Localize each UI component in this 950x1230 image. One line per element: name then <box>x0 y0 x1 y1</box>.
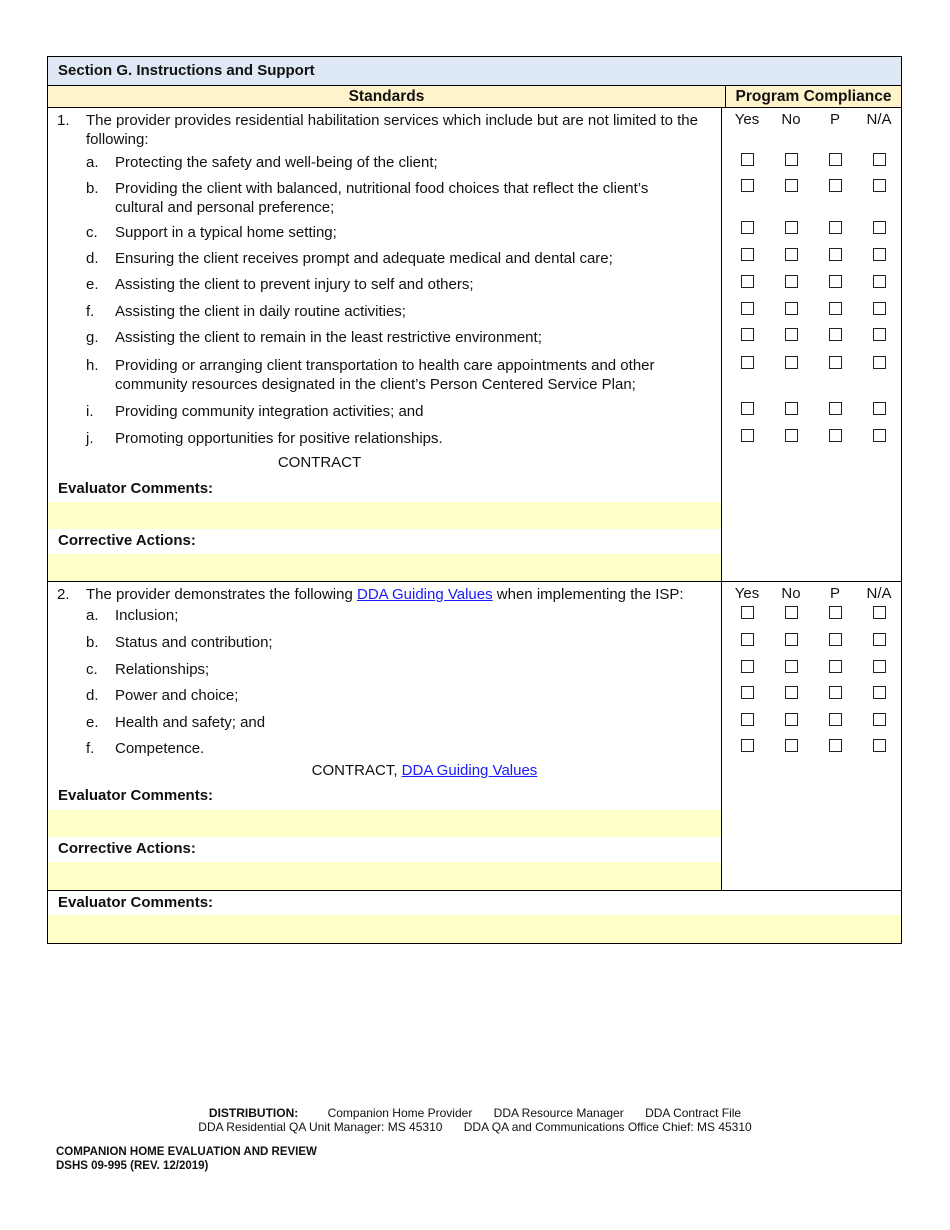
no-checkbox[interactable] <box>785 153 798 166</box>
item-number: 1. <box>57 112 70 129</box>
corrective-actions-field[interactable] <box>48 554 721 581</box>
yes-checkbox[interactable] <box>741 660 754 673</box>
item-text: The provider provides residential habilitation services which include but are not limited to the following: <box>86 112 698 148</box>
list-item: g. Assisting the client to remain in the least restrictive environment; <box>86 329 542 346</box>
partial-checkbox[interactable] <box>829 328 842 341</box>
partial-checkbox[interactable] <box>829 275 842 288</box>
no-checkbox[interactable] <box>785 248 798 261</box>
partial-checkbox[interactable] <box>829 660 842 673</box>
na-checkbox[interactable] <box>873 429 886 442</box>
yes-checkbox[interactable] <box>741 606 754 619</box>
corrective-actions-label: Corrective Actions: <box>58 840 196 857</box>
partial-checkbox[interactable] <box>829 302 842 315</box>
partial-checkbox[interactable] <box>829 179 842 192</box>
column-header-row <box>48 86 901 108</box>
no-checkbox[interactable] <box>785 402 798 415</box>
list-item: a. Protecting the safety and well-being of the client; <box>86 154 438 171</box>
yes-checkbox[interactable] <box>741 248 754 261</box>
na-checkbox[interactable] <box>873 739 886 752</box>
na-checkbox[interactable] <box>873 302 886 315</box>
standard-item-1 <box>48 108 901 582</box>
list-item: j. Promoting opportunities for positive relationships. <box>86 430 443 447</box>
overall-comments <box>48 891 901 943</box>
yes-header: Yes <box>734 111 760 128</box>
partial-checkbox[interactable] <box>829 429 842 442</box>
partial-checkbox[interactable] <box>829 153 842 166</box>
na-header: N/A <box>866 585 892 602</box>
partial-checkbox[interactable] <box>829 402 842 415</box>
no-checkbox[interactable] <box>785 713 798 726</box>
na-checkbox[interactable] <box>873 153 886 166</box>
no-header: No <box>781 585 801 602</box>
compliance-column <box>722 108 901 581</box>
evaluator-comments-label: Evaluator Comments: <box>58 480 214 497</box>
yes-checkbox[interactable] <box>741 153 754 166</box>
yes-header: Yes <box>734 585 760 602</box>
contract-reference: CONTRACT <box>277 454 362 471</box>
evaluator-comments-field[interactable] <box>48 915 901 943</box>
list-item: c. Support in a typical home setting; <box>86 224 337 241</box>
no-checkbox[interactable] <box>785 429 798 442</box>
distribution-footer <box>0 1106 950 1134</box>
yes-checkbox[interactable] <box>741 739 754 752</box>
dda-guiding-values-link[interactable]: DDA Guiding Values <box>356 586 493 603</box>
section-title: Section G. Instructions and Support <box>48 57 901 86</box>
recipient: DDA Residential QA Unit Manager: MS 45310 <box>198 1120 443 1134</box>
yes-checkbox[interactable] <box>741 302 754 315</box>
yes-checkbox[interactable] <box>741 429 754 442</box>
na-checkbox[interactable] <box>873 328 886 341</box>
na-checkbox[interactable] <box>873 179 886 192</box>
na-header: N/A <box>866 111 892 128</box>
recipient: Companion Home Provider <box>327 1106 473 1120</box>
list-item: f. Competence. <box>86 740 205 757</box>
list-item: a. Inclusion; <box>86 607 179 624</box>
yes-checkbox[interactable] <box>741 275 754 288</box>
list-item: c. Relationships; <box>86 661 210 678</box>
no-checkbox[interactable] <box>785 221 798 234</box>
compliance-column <box>722 582 901 890</box>
item-number: 2. <box>57 586 70 603</box>
partial-checkbox[interactable] <box>829 606 842 619</box>
no-checkbox[interactable] <box>785 179 798 192</box>
evaluator-comments-label: Evaluator Comments: <box>58 787 214 804</box>
partial-header: P <box>829 111 840 128</box>
recipient: DDA Resource Manager <box>493 1106 624 1120</box>
form-number: DSHS 09-995 (REV. 12/2019) <box>56 1160 209 1172</box>
na-checkbox[interactable] <box>873 686 886 699</box>
standards-header: Standards <box>48 86 726 107</box>
recipient: DDA Contract File <box>645 1106 742 1120</box>
partial-header: P <box>829 585 840 602</box>
partial-checkbox[interactable] <box>829 713 842 726</box>
form-identifier <box>56 1145 317 1173</box>
partial-checkbox[interactable] <box>829 633 842 646</box>
yes-checkbox[interactable] <box>741 402 754 415</box>
evaluator-comments-field[interactable] <box>48 810 721 837</box>
yes-checkbox[interactable] <box>741 713 754 726</box>
no-checkbox[interactable] <box>785 633 798 646</box>
list-item: e. Assisting the client to prevent injury to self and others; <box>86 276 474 293</box>
no-checkbox[interactable] <box>785 686 798 699</box>
distribution-label: DISTRIBUTION: <box>208 1106 299 1120</box>
yes-checkbox[interactable] <box>741 633 754 646</box>
na-checkbox[interactable] <box>873 606 886 619</box>
compliance-header: Program Compliance <box>735 88 892 105</box>
no-checkbox[interactable] <box>785 356 798 369</box>
no-checkbox[interactable] <box>785 328 798 341</box>
partial-checkbox[interactable] <box>829 356 842 369</box>
no-header: No <box>781 111 801 128</box>
no-checkbox[interactable] <box>785 739 798 752</box>
na-checkbox[interactable] <box>873 221 886 234</box>
list-item: b. Status and contribution; <box>86 634 273 651</box>
yes-checkbox[interactable] <box>741 179 754 192</box>
evaluator-comments-label: Evaluator Comments: <box>58 894 214 911</box>
yes-checkbox[interactable] <box>741 356 754 369</box>
no-checkbox[interactable] <box>785 302 798 315</box>
corrective-actions-field[interactable] <box>48 862 721 890</box>
na-checkbox[interactable] <box>873 402 886 415</box>
list-item: h. Providing or arranging client transportation to health care appointments and other community resources designated in the client’s Person Centered Service Plan; <box>86 357 655 393</box>
partial-checkbox[interactable] <box>829 221 842 234</box>
na-checkbox[interactable] <box>873 633 886 646</box>
partial-checkbox[interactable] <box>829 739 842 752</box>
yes-checkbox[interactable] <box>741 686 754 699</box>
na-checkbox[interactable] <box>873 275 886 288</box>
dda-guiding-values-link[interactable]: DDA Guiding Values <box>401 762 538 779</box>
na-checkbox[interactable] <box>873 356 886 369</box>
no-checkbox[interactable] <box>785 275 798 288</box>
partial-checkbox[interactable] <box>829 248 842 261</box>
list-item: e. Health and safety; and <box>86 714 266 731</box>
list-item: b. Providing the client with balanced, nutritional food choices that reflect the client’s cultural and personal preference; <box>86 180 649 216</box>
na-checkbox[interactable] <box>873 660 886 673</box>
standard-item-2 <box>48 582 901 891</box>
na-checkbox[interactable] <box>873 248 886 261</box>
list-item: d. Power and choice; <box>86 687 239 704</box>
evaluator-comments-field[interactable] <box>48 502 721 529</box>
list-item: d. Ensuring the client receives prompt and adequate medical and dental care; <box>86 250 613 267</box>
yes-checkbox[interactable] <box>741 221 754 234</box>
no-checkbox[interactable] <box>785 606 798 619</box>
evaluation-form <box>47 56 902 944</box>
list-item: f. Assisting the client in daily routine activities; <box>86 303 406 320</box>
na-checkbox[interactable] <box>873 713 886 726</box>
yes-checkbox[interactable] <box>741 328 754 341</box>
recipient: DDA QA and Communications Office Chief: MS 45310 <box>463 1120 752 1134</box>
corrective-actions-label: Corrective Actions: <box>58 532 196 549</box>
form-title: COMPANION HOME EVALUATION AND REVIEW <box>56 1146 317 1158</box>
partial-checkbox[interactable] <box>829 686 842 699</box>
list-item: i. Providing community integration activities; and <box>86 403 424 420</box>
contract-reference: CONTRACT, DDA Guiding Values <box>311 762 538 779</box>
item-text: The provider demonstrates the following DDA Guiding Values when implementing the ISP: <box>86 586 684 603</box>
no-checkbox[interactable] <box>785 660 798 673</box>
